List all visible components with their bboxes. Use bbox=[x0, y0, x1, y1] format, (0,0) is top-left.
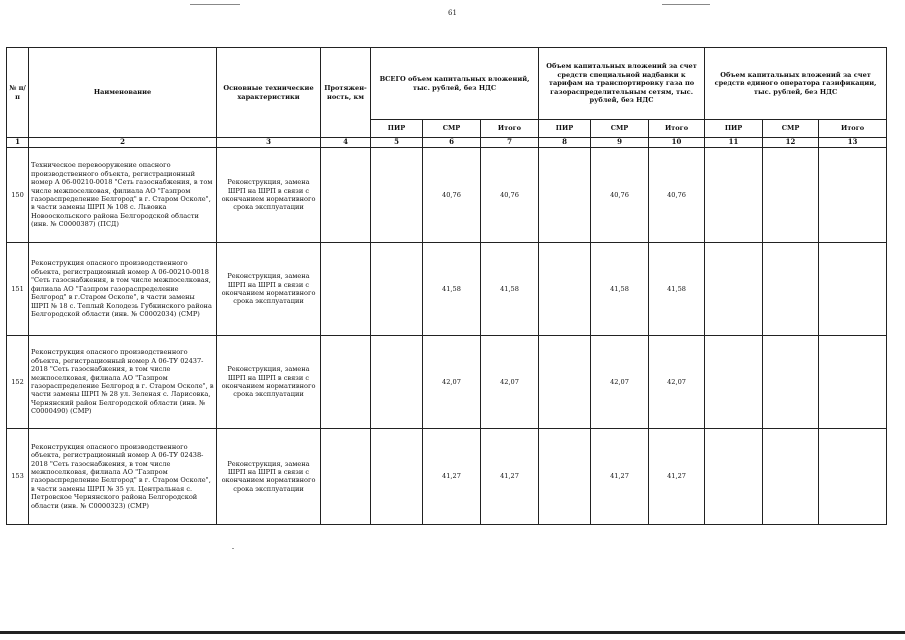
column-number: 6 bbox=[423, 138, 481, 148]
row-tech: Реконструкция, замена ШРП на ШРП в связи с окончанием нормативного срока эксплуатации bbox=[217, 242, 321, 335]
row-total-pir bbox=[371, 428, 423, 524]
row-op-smr bbox=[763, 242, 819, 335]
column-number-row bbox=[7, 138, 887, 148]
row-name: Реконструкция опасного производственного объекта, регистрационный номер А 06-ТУ 02437-2018 "Сеть газоснабжения, в том числе межпоселковая, филиала АО "Газпром газораспределение Белгород в г. Старом Осколе", в части замены ШРП № 28 ул. Зеленая с. Ларисовка, Чернянский район Белгородской области (инв. № С0000490) (СМР) bbox=[29, 335, 217, 428]
header-length: Протяжен-ность, км bbox=[321, 48, 371, 138]
row-op-itogo bbox=[819, 428, 887, 524]
column-number: 8 bbox=[539, 138, 591, 148]
header-op-smr: СМР bbox=[763, 120, 819, 138]
row-length bbox=[321, 335, 371, 428]
row-total-itogo: 42,07 bbox=[481, 335, 539, 428]
header-total-itogo: Итого bbox=[481, 120, 539, 138]
column-number: 11 bbox=[705, 138, 763, 148]
column-number: 10 bbox=[649, 138, 705, 148]
scan-top-rule-right bbox=[662, 4, 710, 5]
row-name: Реконструкция опасного производственного объекта, регистрационный номер А 06-ТУ 02438-2018 "Сеть газоснабжения, в том числе межпоселковая, филиала АО "Газпром газораспределение Белгород" в г. Старом Осколе", в части замены ШРП № 35 ул. Центральная с. Петровское Чернянского района Белгородской области (инв. № С0000323) (СМР) bbox=[29, 428, 217, 524]
row-spec-itogo: 41,58 bbox=[649, 242, 705, 335]
row-op-itogo bbox=[819, 147, 887, 242]
row-total-itogo: 41,58 bbox=[481, 242, 539, 335]
column-number: 12 bbox=[763, 138, 819, 148]
header-special-group: Объем капитальных вложений за счет средств специальной надбавки к тарифам на транспортировку газа по газораспределительным сетям, тыс. рублей, без НДС bbox=[539, 48, 705, 120]
row-spec-smr: 41,58 bbox=[591, 242, 649, 335]
header-total-pir: ПИР bbox=[371, 120, 423, 138]
header-tech: Основные технические характеристики bbox=[217, 48, 321, 138]
row-total-pir bbox=[371, 335, 423, 428]
column-number: 4 bbox=[321, 138, 371, 148]
table-row bbox=[7, 428, 887, 524]
row-tech: Реконструкция, замена ШРП на ШРП в связи с окончанием нормативного срока эксплуатации bbox=[217, 147, 321, 242]
row-op-itogo bbox=[819, 335, 887, 428]
row-spec-smr: 41,27 bbox=[591, 428, 649, 524]
row-tech: Реконструкция, замена ШРП на ШРП в связи с окончанием нормативного срока эксплуатации bbox=[217, 335, 321, 428]
row-spec-itogo: 41,27 bbox=[649, 428, 705, 524]
header-op-pir: ПИР bbox=[705, 120, 763, 138]
row-spec-smr: 42,07 bbox=[591, 335, 649, 428]
investment-table bbox=[6, 47, 887, 525]
scan-bottom-edge bbox=[0, 631, 905, 634]
row-spec-itogo: 42,07 bbox=[649, 335, 705, 428]
row-spec-pir bbox=[539, 242, 591, 335]
scan-top-rule-left bbox=[190, 4, 240, 5]
header-row-top bbox=[7, 48, 887, 120]
page-number: 61 bbox=[448, 9, 457, 17]
row-length bbox=[321, 242, 371, 335]
row-total-pir bbox=[371, 242, 423, 335]
header-spec-itogo: Итого bbox=[649, 120, 705, 138]
row-total-smr: 42,07 bbox=[423, 335, 481, 428]
row-name: Реконструкция опасного производственного объекта, регистрационный номер А 06-00210-0018 "Сеть газоснабжения, в том числе межпоселковая, филиала АО "Газпром газораспределение Белгород" в г.Старом Осколе", в части замены ШРП № 18 с. Теплый Колодезь Губкинского района Белгородской области (инв. № С0002034) (СМР) bbox=[29, 242, 217, 335]
row-number: 153 bbox=[7, 428, 29, 524]
row-op-pir bbox=[705, 242, 763, 335]
row-total-itogo: 40,76 bbox=[481, 147, 539, 242]
row-spec-smr: 40,76 bbox=[591, 147, 649, 242]
row-name: Техническое перевооружение опасного производственного объекта, регистрационный номер А 06-00210-0018 "Сеть газоснабжения, в том числе межпоселковая, филиала АО "Газпром газораспределение Белгород" в г. Старом Осколе", в части замены ШРП № 108 с. Львовка Новооскольского района Белгородской области (инв. № С0000387) (ПСД) bbox=[29, 147, 217, 242]
header-spec-pir: ПИР bbox=[539, 120, 591, 138]
row-total-pir bbox=[371, 147, 423, 242]
row-op-smr bbox=[763, 147, 819, 242]
row-op-pir bbox=[705, 147, 763, 242]
row-total-smr: 40,76 bbox=[423, 147, 481, 242]
row-spec-pir bbox=[539, 428, 591, 524]
column-number: 7 bbox=[481, 138, 539, 148]
row-number: 152 bbox=[7, 335, 29, 428]
column-number: 3 bbox=[217, 138, 321, 148]
header-name: Наименование bbox=[29, 48, 217, 138]
column-number: 5 bbox=[371, 138, 423, 148]
row-number: 151 bbox=[7, 242, 29, 335]
row-op-pir bbox=[705, 335, 763, 428]
row-total-itogo: 41,27 bbox=[481, 428, 539, 524]
row-spec-pir bbox=[539, 335, 591, 428]
header-spec-smr: СМР bbox=[591, 120, 649, 138]
row-number: 150 bbox=[7, 147, 29, 242]
header-total-smr: СМР bbox=[423, 120, 481, 138]
row-total-smr: 41,58 bbox=[423, 242, 481, 335]
row-length bbox=[321, 147, 371, 242]
column-number: 1 bbox=[7, 138, 29, 148]
column-number: 13 bbox=[819, 138, 887, 148]
header-operator-group: Объем капитальных вложений за счет средств единого оператора газификации, тыс. рублей, без НДС bbox=[705, 48, 887, 120]
table-row bbox=[7, 242, 887, 335]
row-op-smr bbox=[763, 428, 819, 524]
table-row bbox=[7, 335, 887, 428]
row-length bbox=[321, 428, 371, 524]
row-spec-pir bbox=[539, 147, 591, 242]
row-spec-itogo: 40,76 bbox=[649, 147, 705, 242]
row-total-smr: 41,27 bbox=[423, 428, 481, 524]
row-tech: Реконструкция, замена ШРП на ШРП в связи с окончанием нормативного срока эксплуатации bbox=[217, 428, 321, 524]
column-number: 2 bbox=[29, 138, 217, 148]
row-op-itogo bbox=[819, 242, 887, 335]
table-row bbox=[7, 147, 887, 242]
header-op-itogo: Итого bbox=[819, 120, 887, 138]
row-op-pir bbox=[705, 428, 763, 524]
scan-artifact bbox=[232, 548, 234, 549]
column-number: 9 bbox=[591, 138, 649, 148]
header-num: № п/п bbox=[7, 48, 29, 138]
header-total-group: ВСЕГО объем капитальных вложений, тыс. рублей, без НДС bbox=[371, 48, 539, 120]
row-op-smr bbox=[763, 335, 819, 428]
